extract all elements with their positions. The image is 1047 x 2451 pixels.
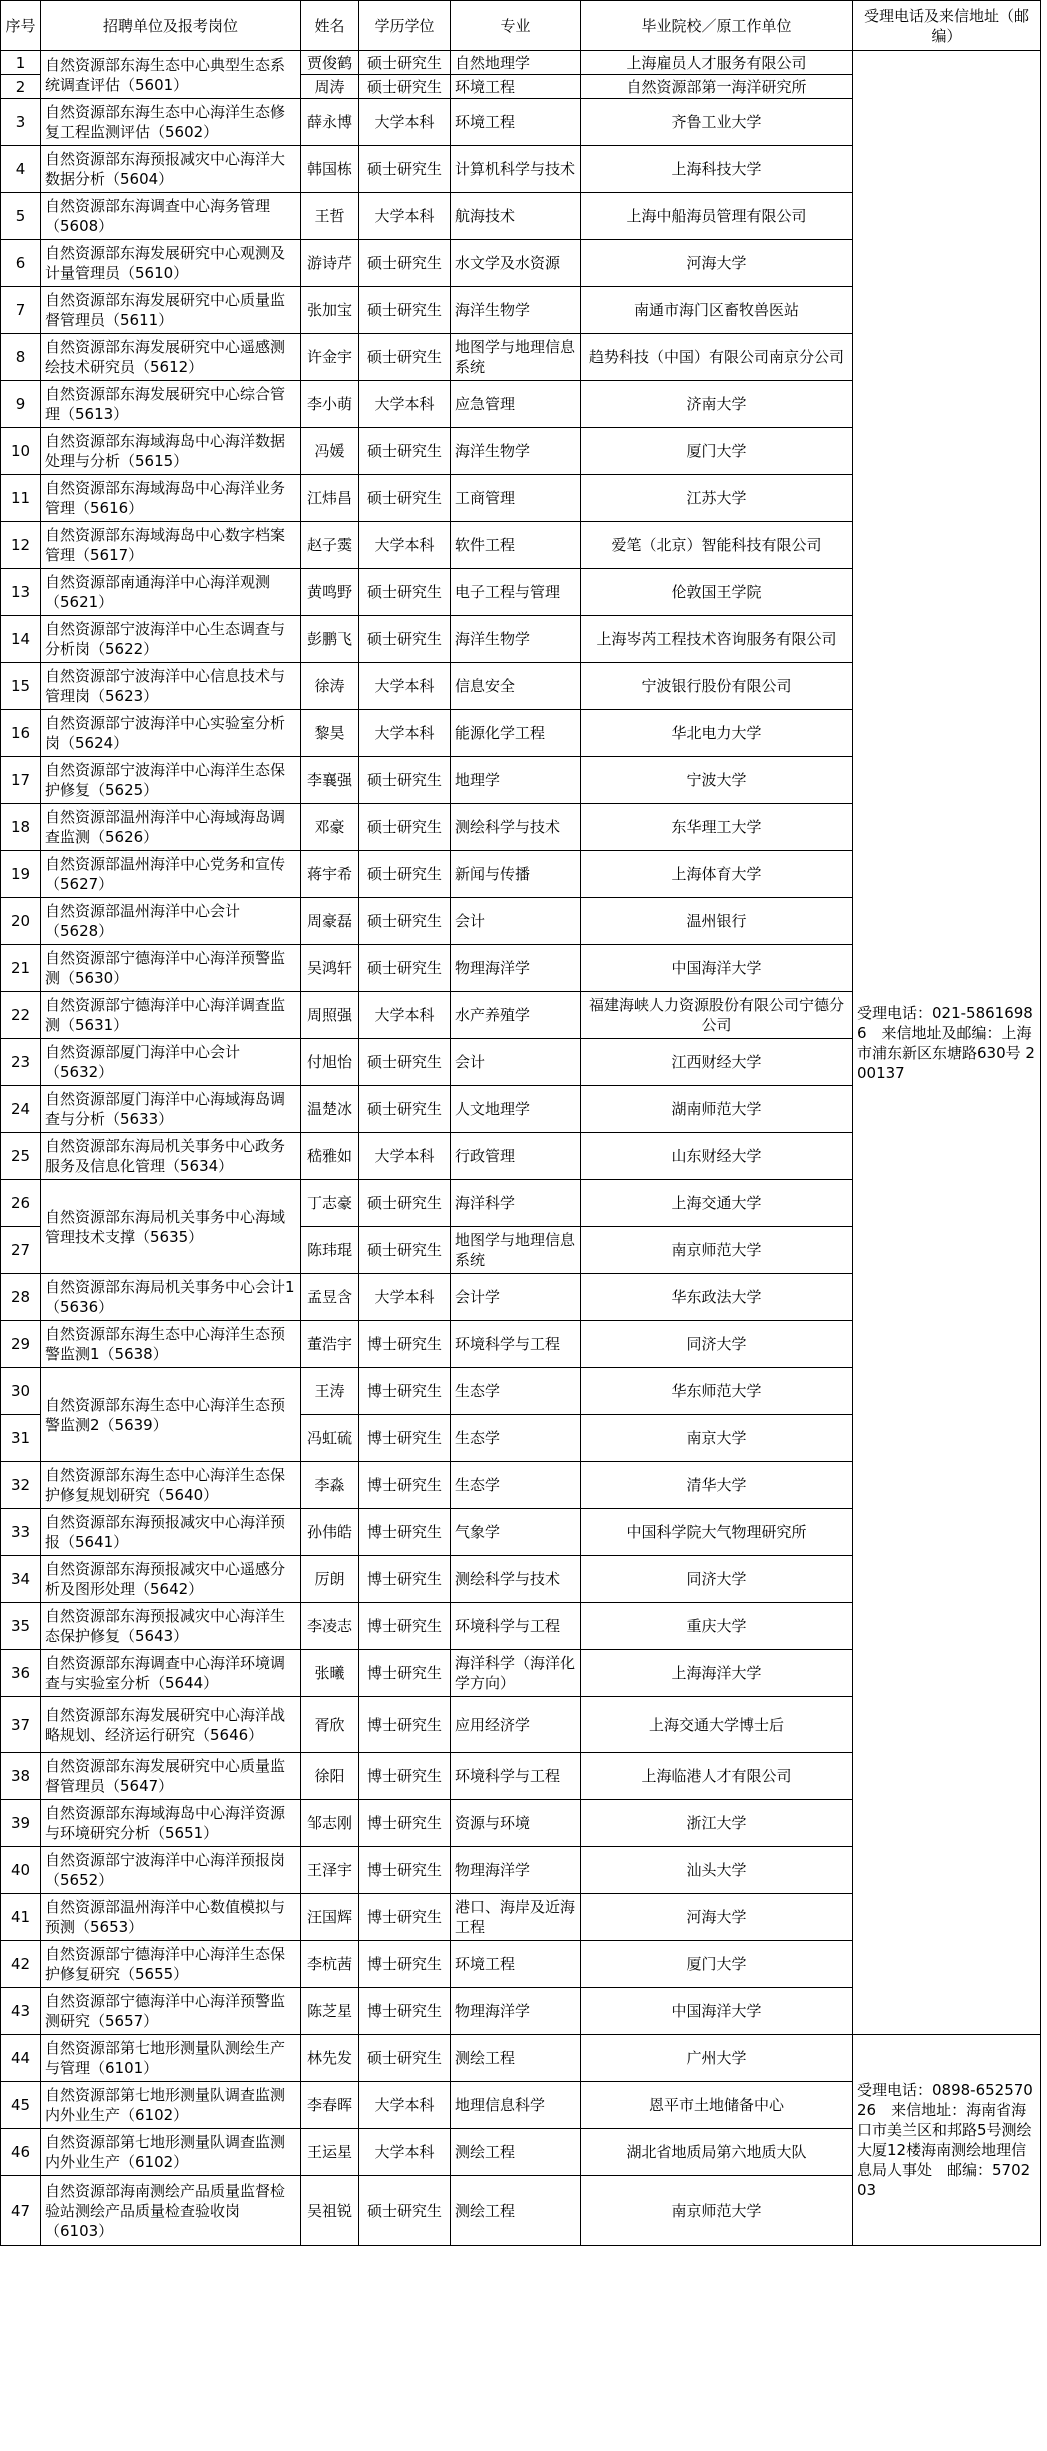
degree-cell: 博士研究生 bbox=[359, 1509, 451, 1556]
school-cell: 河海大学 bbox=[581, 1894, 853, 1941]
candidate-name: 厉朗 bbox=[301, 1556, 359, 1603]
school-cell: 厦门大学 bbox=[581, 1941, 853, 1988]
school-cell: 中国科学院大气物理研究所 bbox=[581, 1509, 853, 1556]
degree-cell: 硕士研究生 bbox=[359, 146, 451, 193]
major-cell: 测绘工程 bbox=[451, 2035, 581, 2082]
school-cell: 齐鲁工业大学 bbox=[581, 99, 853, 146]
degree-cell: 博士研究生 bbox=[359, 1556, 451, 1603]
school-cell: 宁波银行股份有限公司 bbox=[581, 663, 853, 710]
table-row bbox=[1, 2035, 1041, 2082]
degree-cell: 大学本科 bbox=[359, 2082, 451, 2129]
school-cell: 汕头大学 bbox=[581, 1847, 853, 1894]
candidate-name: 孙伟皓 bbox=[301, 1509, 359, 1556]
header-index: 序号 bbox=[1, 1, 41, 51]
major-cell: 环境科学与工程 bbox=[451, 1603, 581, 1650]
row-index: 6 bbox=[1, 240, 41, 287]
major-cell: 能源化学工程 bbox=[451, 710, 581, 757]
degree-cell: 硕士研究生 bbox=[359, 1180, 451, 1227]
candidate-name: 李杭茜 bbox=[301, 1941, 359, 1988]
position-cell: 自然资源部第七地形测量队调查监测内外业生产（6102） bbox=[41, 2129, 301, 2176]
candidate-name: 黄鸣野 bbox=[301, 569, 359, 616]
degree-cell: 大学本科 bbox=[359, 1133, 451, 1180]
row-index: 10 bbox=[1, 428, 41, 475]
row-index: 37 bbox=[1, 1697, 41, 1753]
school-cell: 重庆大学 bbox=[581, 1603, 853, 1650]
major-cell: 应急管理 bbox=[451, 381, 581, 428]
degree-cell: 大学本科 bbox=[359, 710, 451, 757]
position-cell: 自然资源部宁波海洋中心海洋预报岗（5652） bbox=[41, 1847, 301, 1894]
position-cell: 自然资源部宁德海洋中心海洋预警监测研究（5657） bbox=[41, 1988, 301, 2035]
degree-cell: 硕士研究生 bbox=[359, 616, 451, 663]
header-degree: 学历学位 bbox=[359, 1, 451, 51]
candidate-name: 董浩宇 bbox=[301, 1321, 359, 1368]
position-cell: 自然资源部东海预报减灾中心海洋大数据分析（5604） bbox=[41, 146, 301, 193]
major-cell: 环境科学与工程 bbox=[451, 1321, 581, 1368]
school-cell: 同济大学 bbox=[581, 1556, 853, 1603]
row-index: 47 bbox=[1, 2176, 41, 2246]
position-cell: 自然资源部东海局机关事务中心政务服务及信息化管理（5634） bbox=[41, 1133, 301, 1180]
school-cell: 华东师范大学 bbox=[581, 1368, 853, 1415]
school-cell: 趋势科技（中国）有限公司南京分公司 bbox=[581, 334, 853, 381]
candidate-name: 游诗芹 bbox=[301, 240, 359, 287]
school-cell: 湖北省地质局第六地质大队 bbox=[581, 2129, 853, 2176]
major-cell: 电子工程与管理 bbox=[451, 569, 581, 616]
row-index: 23 bbox=[1, 1039, 41, 1086]
row-index: 44 bbox=[1, 2035, 41, 2082]
school-cell: 南京师范大学 bbox=[581, 2176, 853, 2246]
school-cell: 上海科技大学 bbox=[581, 146, 853, 193]
candidate-name: 付旭怡 bbox=[301, 1039, 359, 1086]
school-cell: 中国海洋大学 bbox=[581, 945, 853, 992]
major-cell: 气象学 bbox=[451, 1509, 581, 1556]
major-cell: 海洋生物学 bbox=[451, 287, 581, 334]
position-cell: 自然资源部温州海洋中心会计（5628） bbox=[41, 898, 301, 945]
candidate-name: 胥欣 bbox=[301, 1697, 359, 1753]
school-cell: 爱笔（北京）智能科技有限公司 bbox=[581, 522, 853, 569]
candidate-name: 徐阳 bbox=[301, 1753, 359, 1800]
degree-cell: 博士研究生 bbox=[359, 1753, 451, 1800]
candidate-name: 吴鸿轩 bbox=[301, 945, 359, 992]
row-index: 15 bbox=[1, 663, 41, 710]
degree-cell: 大学本科 bbox=[359, 2129, 451, 2176]
candidate-name: 张加宝 bbox=[301, 287, 359, 334]
school-cell: 湖南师范大学 bbox=[581, 1086, 853, 1133]
degree-cell: 大学本科 bbox=[359, 99, 451, 146]
position-cell: 自然资源部东海生态中心海洋生态保护修复规划研究（5640） bbox=[41, 1462, 301, 1509]
candidate-name: 冯媛 bbox=[301, 428, 359, 475]
degree-cell: 博士研究生 bbox=[359, 1894, 451, 1941]
position-cell: 自然资源部东海调查中心海务管理（5608） bbox=[41, 193, 301, 240]
row-index: 9 bbox=[1, 381, 41, 428]
degree-cell: 大学本科 bbox=[359, 992, 451, 1039]
row-index: 14 bbox=[1, 616, 41, 663]
row-index: 17 bbox=[1, 757, 41, 804]
degree-cell: 硕士研究生 bbox=[359, 898, 451, 945]
position-cell: 自然资源部东海域海岛中心海洋资源与环境研究分析（5651） bbox=[41, 1800, 301, 1847]
major-cell: 工商管理 bbox=[451, 475, 581, 522]
row-index: 32 bbox=[1, 1462, 41, 1509]
school-cell: 南通市海门区畜牧兽医站 bbox=[581, 287, 853, 334]
major-cell: 地图学与地理信息系统 bbox=[451, 1227, 581, 1274]
row-index: 38 bbox=[1, 1753, 41, 1800]
major-cell: 测绘科学与技术 bbox=[451, 804, 581, 851]
candidate-name: 李小萌 bbox=[301, 381, 359, 428]
position-cell: 自然资源部第七地形测量队测绘生产与管理（6101） bbox=[41, 2035, 301, 2082]
position-cell: 自然资源部东海域海岛中心数字档案管理（5617） bbox=[41, 522, 301, 569]
position-cell: 自然资源部东海预报减灾中心海洋生态保护修复（5643） bbox=[41, 1603, 301, 1650]
candidate-name: 孟昱含 bbox=[301, 1274, 359, 1321]
row-index: 34 bbox=[1, 1556, 41, 1603]
candidate-name: 韩国栋 bbox=[301, 146, 359, 193]
header-contact: 受理电话及来信地址（邮编） bbox=[853, 1, 1041, 51]
school-cell: 南京大学 bbox=[581, 1415, 853, 1462]
candidate-name: 温楚冰 bbox=[301, 1086, 359, 1133]
degree-cell: 硕士研究生 bbox=[359, 2176, 451, 2246]
major-cell: 会计 bbox=[451, 1039, 581, 1086]
row-index: 18 bbox=[1, 804, 41, 851]
position-cell: 自然资源部东海生态中心典型生态系统调查评估（5601） bbox=[41, 51, 301, 99]
major-cell: 会计 bbox=[451, 898, 581, 945]
candidate-name: 彭鹏飞 bbox=[301, 616, 359, 663]
candidate-name: 张曦 bbox=[301, 1650, 359, 1697]
position-cell: 自然资源部温州海洋中心海域海岛调查监测（5626） bbox=[41, 804, 301, 851]
school-cell: 上海体育大学 bbox=[581, 851, 853, 898]
row-index: 24 bbox=[1, 1086, 41, 1133]
school-cell: 福建海峡人力资源股份有限公司宁德分公司 bbox=[581, 992, 853, 1039]
school-cell: 宁波大学 bbox=[581, 757, 853, 804]
school-cell: 南京师范大学 bbox=[581, 1227, 853, 1274]
row-index: 46 bbox=[1, 2129, 41, 2176]
major-cell: 港口、海岸及近海工程 bbox=[451, 1894, 581, 1941]
header-school: 毕业院校／原工作单位 bbox=[581, 1, 853, 51]
candidate-name: 贾俊鹤 bbox=[301, 51, 359, 75]
position-cell: 自然资源部东海发展研究中心观测及计量管理员（5610） bbox=[41, 240, 301, 287]
candidate-name: 王涛 bbox=[301, 1368, 359, 1415]
school-cell: 上海岑芮工程技术咨询服务有限公司 bbox=[581, 616, 853, 663]
row-index: 33 bbox=[1, 1509, 41, 1556]
row-index: 39 bbox=[1, 1800, 41, 1847]
row-index: 1 bbox=[1, 51, 41, 75]
position-cell: 自然资源部东海发展研究中心质量监督管理员（5647） bbox=[41, 1753, 301, 1800]
row-index: 21 bbox=[1, 945, 41, 992]
candidate-name: 蒋宇希 bbox=[301, 851, 359, 898]
degree-cell: 大学本科 bbox=[359, 193, 451, 240]
major-cell: 地理学 bbox=[451, 757, 581, 804]
row-index: 2 bbox=[1, 75, 41, 99]
major-cell: 环境工程 bbox=[451, 1941, 581, 1988]
position-cell: 自然资源部第七地形测量队调查监测内外业生产（6102） bbox=[41, 2082, 301, 2129]
row-index: 12 bbox=[1, 522, 41, 569]
major-cell: 物理海洋学 bbox=[451, 1988, 581, 2035]
degree-cell: 博士研究生 bbox=[359, 1941, 451, 1988]
row-index: 30 bbox=[1, 1368, 41, 1415]
row-index: 3 bbox=[1, 99, 41, 146]
candidate-name: 邓豪 bbox=[301, 804, 359, 851]
position-cell: 自然资源部东海域海岛中心海洋数据处理与分析（5615） bbox=[41, 428, 301, 475]
row-index: 43 bbox=[1, 1988, 41, 2035]
school-cell: 清华大学 bbox=[581, 1462, 853, 1509]
position-cell: 自然资源部南通海洋中心海洋观测（5621） bbox=[41, 569, 301, 616]
candidate-name: 陈玮琨 bbox=[301, 1227, 359, 1274]
degree-cell: 硕士研究生 bbox=[359, 428, 451, 475]
position-cell: 自然资源部宁德海洋中心海洋生态保护修复研究（5655） bbox=[41, 1941, 301, 1988]
school-cell: 华东政法大学 bbox=[581, 1274, 853, 1321]
header-name: 姓名 bbox=[301, 1, 359, 51]
position-cell: 自然资源部宁德海洋中心海洋预警监测（5630） bbox=[41, 945, 301, 992]
major-cell: 航海技术 bbox=[451, 193, 581, 240]
degree-cell: 博士研究生 bbox=[359, 1650, 451, 1697]
row-index: 35 bbox=[1, 1603, 41, 1650]
position-cell: 自然资源部东海调查中心海洋环境调查与实验室分析（5644） bbox=[41, 1650, 301, 1697]
candidate-name: 薛永博 bbox=[301, 99, 359, 146]
major-cell: 水文学及水资源 bbox=[451, 240, 581, 287]
degree-cell: 硕士研究生 bbox=[359, 851, 451, 898]
position-cell: 自然资源部东海预报减灾中心海洋预报（5641） bbox=[41, 1509, 301, 1556]
major-cell: 测绘工程 bbox=[451, 2129, 581, 2176]
row-index: 4 bbox=[1, 146, 41, 193]
row-index: 31 bbox=[1, 1415, 41, 1462]
table-header-row bbox=[1, 1, 1041, 51]
candidate-name: 李凌志 bbox=[301, 1603, 359, 1650]
degree-cell: 硕士研究生 bbox=[359, 1086, 451, 1133]
school-cell: 江苏大学 bbox=[581, 475, 853, 522]
row-index: 28 bbox=[1, 1274, 41, 1321]
school-cell: 厦门大学 bbox=[581, 428, 853, 475]
row-index: 36 bbox=[1, 1650, 41, 1697]
major-cell: 信息安全 bbox=[451, 663, 581, 710]
school-cell: 中国海洋大学 bbox=[581, 1988, 853, 2035]
degree-cell: 大学本科 bbox=[359, 663, 451, 710]
table-row bbox=[1, 51, 1041, 75]
row-index: 40 bbox=[1, 1847, 41, 1894]
major-cell: 环境工程 bbox=[451, 99, 581, 146]
candidate-name: 李襄强 bbox=[301, 757, 359, 804]
position-cell: 自然资源部宁波海洋中心海洋生态保护修复（5625） bbox=[41, 757, 301, 804]
degree-cell: 博士研究生 bbox=[359, 1603, 451, 1650]
row-index: 16 bbox=[1, 710, 41, 757]
candidate-name: 黎昊 bbox=[301, 710, 359, 757]
header-position: 招聘单位及报考岗位 bbox=[41, 1, 301, 51]
school-cell: 东华理工大学 bbox=[581, 804, 853, 851]
position-cell: 自然资源部海南测绘产品质量监督检验站测绘产品质量检查验收岗（6103） bbox=[41, 2176, 301, 2246]
major-cell: 环境工程 bbox=[451, 75, 581, 99]
position-cell: 自然资源部厦门海洋中心会计（5632） bbox=[41, 1039, 301, 1086]
major-cell: 生态学 bbox=[451, 1368, 581, 1415]
position-cell: 自然资源部宁德海洋中心海洋调查监测（5631） bbox=[41, 992, 301, 1039]
position-cell: 自然资源部温州海洋中心数值模拟与预测（5653） bbox=[41, 1894, 301, 1941]
major-cell: 生态学 bbox=[451, 1462, 581, 1509]
position-cell: 自然资源部东海发展研究中心海洋战略规划、经济运行研究（5646） bbox=[41, 1697, 301, 1753]
school-cell: 浙江大学 bbox=[581, 1800, 853, 1847]
degree-cell: 硕士研究生 bbox=[359, 51, 451, 75]
degree-cell: 硕士研究生 bbox=[359, 757, 451, 804]
school-cell: 上海中船海员管理有限公司 bbox=[581, 193, 853, 240]
row-index: 45 bbox=[1, 2082, 41, 2129]
candidate-name: 王泽宇 bbox=[301, 1847, 359, 1894]
major-cell: 地图学与地理信息系统 bbox=[451, 334, 581, 381]
school-cell: 上海交通大学博士后 bbox=[581, 1697, 853, 1753]
candidate-name: 林先发 bbox=[301, 2035, 359, 2082]
contact-cell-east-sea: 受理电话：021-58616986 来信地址及邮编：上海市浦东新区东塘路630号 200137 bbox=[853, 51, 1041, 2035]
major-cell: 生态学 bbox=[451, 1415, 581, 1462]
major-cell: 环境科学与工程 bbox=[451, 1753, 581, 1800]
school-cell: 山东财经大学 bbox=[581, 1133, 853, 1180]
row-index: 13 bbox=[1, 569, 41, 616]
degree-cell: 博士研究生 bbox=[359, 1368, 451, 1415]
position-cell: 自然资源部东海局机关事务中心海域管理技术支撑（5635） bbox=[41, 1180, 301, 1274]
position-cell: 自然资源部宁波海洋中心实验室分析岗（5624） bbox=[41, 710, 301, 757]
school-cell: 广州大学 bbox=[581, 2035, 853, 2082]
contact-cell-hainan: 受理电话：0898-65257026 来信地址：海南省海口市美兰区和邦路5号测绘大厦12楼海南测绘地理信息局人事处 邮编：570203 bbox=[853, 2035, 1041, 2246]
position-cell: 自然资源部东海发展研究中心综合管理（5613） bbox=[41, 381, 301, 428]
candidate-name: 汪国辉 bbox=[301, 1894, 359, 1941]
candidate-name: 许金宇 bbox=[301, 334, 359, 381]
major-cell: 海洋科学（海洋化学方向） bbox=[451, 1650, 581, 1697]
degree-cell: 大学本科 bbox=[359, 1274, 451, 1321]
degree-cell: 大学本科 bbox=[359, 381, 451, 428]
position-cell: 自然资源部东海预报减灾中心遥感分析及图形处理（5642） bbox=[41, 1556, 301, 1603]
school-cell: 温州银行 bbox=[581, 898, 853, 945]
degree-cell: 硕士研究生 bbox=[359, 1039, 451, 1086]
position-cell: 自然资源部宁波海洋中心信息技术与管理岗（5623） bbox=[41, 663, 301, 710]
school-cell: 同济大学 bbox=[581, 1321, 853, 1368]
row-index: 8 bbox=[1, 334, 41, 381]
position-cell: 自然资源部东海发展研究中心质量监督管理员（5611） bbox=[41, 287, 301, 334]
degree-cell: 大学本科 bbox=[359, 522, 451, 569]
candidate-name: 江炜昌 bbox=[301, 475, 359, 522]
degree-cell: 硕士研究生 bbox=[359, 334, 451, 381]
candidate-name: 邹志刚 bbox=[301, 1800, 359, 1847]
school-cell: 上海临港人才有限公司 bbox=[581, 1753, 853, 1800]
candidate-name: 李春晖 bbox=[301, 2082, 359, 2129]
degree-cell: 硕士研究生 bbox=[359, 804, 451, 851]
candidate-name: 陈芝星 bbox=[301, 1988, 359, 2035]
major-cell: 物理海洋学 bbox=[451, 945, 581, 992]
position-cell: 自然资源部东海生态中心海洋生态预警监测2（5639） bbox=[41, 1368, 301, 1462]
position-cell: 自然资源部东海生态中心海洋生态修复工程监测评估（5602） bbox=[41, 99, 301, 146]
degree-cell: 博士研究生 bbox=[359, 1988, 451, 2035]
candidate-name: 丁志豪 bbox=[301, 1180, 359, 1227]
degree-cell: 硕士研究生 bbox=[359, 75, 451, 99]
major-cell: 自然地理学 bbox=[451, 51, 581, 75]
major-cell: 资源与环境 bbox=[451, 1800, 581, 1847]
row-index: 7 bbox=[1, 287, 41, 334]
degree-cell: 硕士研究生 bbox=[359, 287, 451, 334]
row-index: 20 bbox=[1, 898, 41, 945]
row-index: 19 bbox=[1, 851, 41, 898]
candidate-name: 冯虹硫 bbox=[301, 1415, 359, 1462]
degree-cell: 硕士研究生 bbox=[359, 945, 451, 992]
major-cell: 水产养殖学 bbox=[451, 992, 581, 1039]
major-cell: 应用经济学 bbox=[451, 1697, 581, 1753]
position-cell: 自然资源部温州海洋中心党务和宣传（5627） bbox=[41, 851, 301, 898]
degree-cell: 硕士研究生 bbox=[359, 1227, 451, 1274]
school-cell: 上海交通大学 bbox=[581, 1180, 853, 1227]
candidate-name: 嵇雅如 bbox=[301, 1133, 359, 1180]
major-cell: 计算机科学与技术 bbox=[451, 146, 581, 193]
degree-cell: 硕士研究生 bbox=[359, 475, 451, 522]
candidate-name: 赵子霙 bbox=[301, 522, 359, 569]
row-index: 25 bbox=[1, 1133, 41, 1180]
major-cell: 物理海洋学 bbox=[451, 1847, 581, 1894]
row-index: 26 bbox=[1, 1180, 41, 1227]
major-cell: 软件工程 bbox=[451, 522, 581, 569]
major-cell: 海洋生物学 bbox=[451, 428, 581, 475]
degree-cell: 博士研究生 bbox=[359, 1697, 451, 1753]
degree-cell: 博士研究生 bbox=[359, 1800, 451, 1847]
major-cell: 海洋科学 bbox=[451, 1180, 581, 1227]
major-cell: 测绘科学与技术 bbox=[451, 1556, 581, 1603]
degree-cell: 博士研究生 bbox=[359, 1847, 451, 1894]
major-cell: 地理信息科学 bbox=[451, 2082, 581, 2129]
position-cell: 自然资源部厦门海洋中心海域海岛调查与分析（5633） bbox=[41, 1086, 301, 1133]
school-cell: 江西财经大学 bbox=[581, 1039, 853, 1086]
candidate-name: 王运星 bbox=[301, 2129, 359, 2176]
header-major: 专业 bbox=[451, 1, 581, 51]
candidate-name: 周豪磊 bbox=[301, 898, 359, 945]
school-cell: 上海雇员人才服务有限公司 bbox=[581, 51, 853, 75]
row-index: 27 bbox=[1, 1227, 41, 1274]
degree-cell: 硕士研究生 bbox=[359, 2035, 451, 2082]
major-cell: 人文地理学 bbox=[451, 1086, 581, 1133]
row-index: 22 bbox=[1, 992, 41, 1039]
school-cell: 上海海洋大学 bbox=[581, 1650, 853, 1697]
school-cell: 伦敦国王学院 bbox=[581, 569, 853, 616]
school-cell: 河海大学 bbox=[581, 240, 853, 287]
school-cell: 恩平市土地储备中心 bbox=[581, 2082, 853, 2129]
candidate-name: 李淼 bbox=[301, 1462, 359, 1509]
row-index: 5 bbox=[1, 193, 41, 240]
degree-cell: 博士研究生 bbox=[359, 1415, 451, 1462]
row-index: 41 bbox=[1, 1894, 41, 1941]
candidate-name: 周涛 bbox=[301, 75, 359, 99]
candidate-name: 吴祖锐 bbox=[301, 2176, 359, 2246]
degree-cell: 博士研究生 bbox=[359, 1462, 451, 1509]
major-cell: 行政管理 bbox=[451, 1133, 581, 1180]
candidate-name: 周照强 bbox=[301, 992, 359, 1039]
major-cell: 会计学 bbox=[451, 1274, 581, 1321]
position-cell: 自然资源部东海发展研究中心遥感测绘技术研究员（5612） bbox=[41, 334, 301, 381]
major-cell: 新闻与传播 bbox=[451, 851, 581, 898]
position-cell: 自然资源部宁波海洋中心生态调查与分析岗（5622） bbox=[41, 616, 301, 663]
position-cell: 自然资源部东海生态中心海洋生态预警监测1（5638） bbox=[41, 1321, 301, 1368]
position-cell: 自然资源部东海域海岛中心海洋业务管理（5616） bbox=[41, 475, 301, 522]
candidate-name: 徐涛 bbox=[301, 663, 359, 710]
degree-cell: 硕士研究生 bbox=[359, 569, 451, 616]
degree-cell: 博士研究生 bbox=[359, 1321, 451, 1368]
school-cell: 济南大学 bbox=[581, 381, 853, 428]
school-cell: 华北电力大学 bbox=[581, 710, 853, 757]
degree-cell: 硕士研究生 bbox=[359, 240, 451, 287]
row-index: 11 bbox=[1, 475, 41, 522]
row-index: 29 bbox=[1, 1321, 41, 1368]
position-cell: 自然资源部东海局机关事务中心会计1（5636） bbox=[41, 1274, 301, 1321]
major-cell: 测绘工程 bbox=[451, 2176, 581, 2246]
school-cell: 自然资源部第一海洋研究所 bbox=[581, 75, 853, 99]
candidate-name: 王哲 bbox=[301, 193, 359, 240]
row-index: 42 bbox=[1, 1941, 41, 1988]
major-cell: 海洋生物学 bbox=[451, 616, 581, 663]
